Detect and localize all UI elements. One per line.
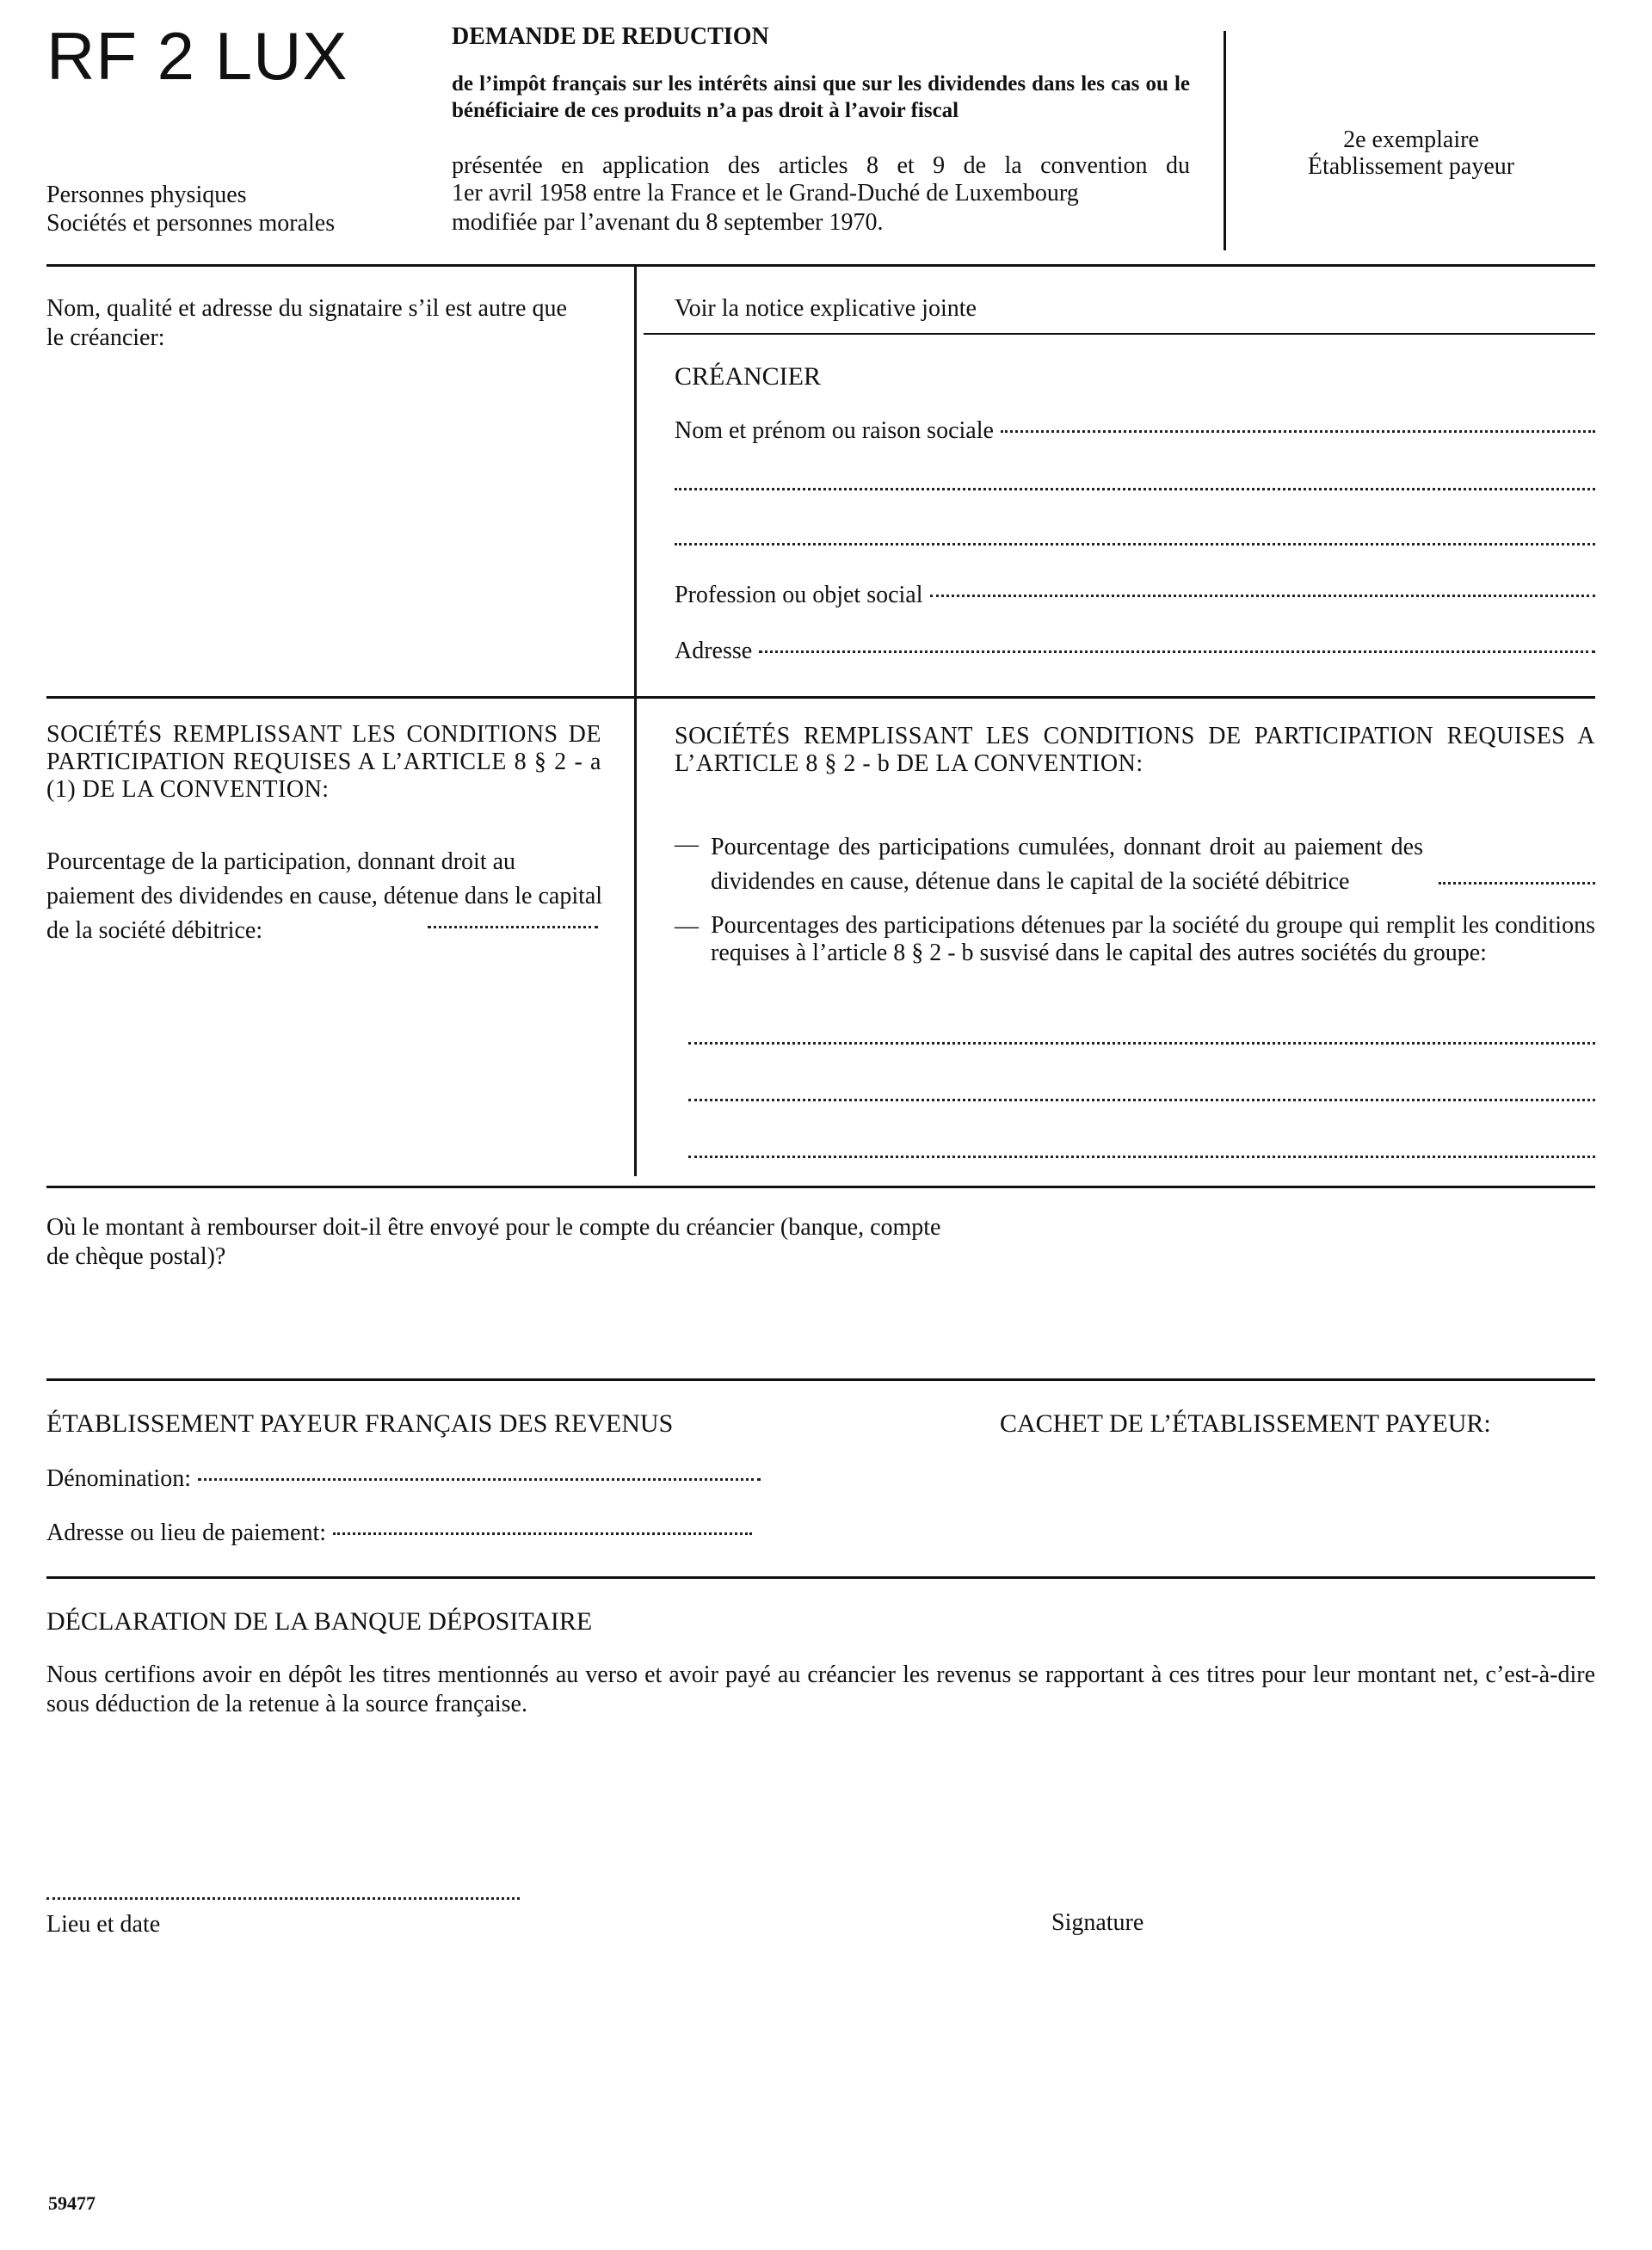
participation-a-field[interactable] bbox=[428, 926, 598, 928]
creditor-rule bbox=[46, 696, 1595, 699]
participation-b-item2-text: Pourcentages des participations détenues par la société du groupe qui remplit les conditions requises à l’article 8 § 2 - b susvisé dans le capital des autres sociétés du groupe: bbox=[711, 912, 1595, 966]
bank-declaration-text: Nous certifions avoir en dépôt les titres mentionnés au verso et avoir payé au créancier les revenus se rapportant à ces titres pour leur montant net, c’est-à-dire sous déduction de la retenue à la source française. bbox=[46, 1661, 1595, 1717]
signature-label: Signature bbox=[1051, 1909, 1144, 1936]
place-date-label: Lieu et date bbox=[46, 1911, 161, 1938]
paying-establishment-address-label: Adresse ou lieu de paiement: bbox=[46, 1520, 327, 1546]
participation-b-line-2[interactable] bbox=[688, 1099, 1595, 1101]
paying-establishment-name-dots bbox=[198, 1478, 761, 1481]
creditor-name-label: Nom et prénom ou raison sociale bbox=[675, 417, 994, 444]
form-title: DEMANDE DE REDUCTION bbox=[452, 23, 769, 50]
creditor-heading: CRÉANCIER bbox=[675, 362, 822, 391]
participation-b-item1-text: Pourcentage des participations cumulées, donnant droit au paiement des dividendes en cause, détenue dans le capital de la société débitrice bbox=[711, 834, 1423, 895]
stamp-heading: CACHET DE L’ÉTABLISSEMENT PAYEUR: bbox=[1000, 1409, 1491, 1438]
header-rule bbox=[46, 264, 1595, 267]
paying-establishment-address-field[interactable] bbox=[46, 1519, 752, 1548]
dash-mark-2: — bbox=[675, 913, 699, 940]
section-divider-bottom bbox=[634, 699, 637, 1176]
paying-establishment-name-field[interactable] bbox=[46, 1464, 761, 1494]
notice-rule bbox=[644, 333, 1595, 335]
paying-establishment-rule bbox=[46, 1576, 1595, 1579]
participation-b-item2 bbox=[675, 912, 1595, 967]
creditor-name-field[interactable] bbox=[675, 416, 1595, 446]
creditor-address-dots bbox=[759, 650, 1595, 653]
form-number: 59477 bbox=[48, 2192, 96, 2214]
participation-a-text bbox=[46, 845, 606, 947]
creditor-name-line-2[interactable] bbox=[675, 488, 1595, 490]
participation-a-heading: SOCIÉTÉS REMPLISSANT LES CONDITIONS DE PARTICIPATION REQUISES A L’ARTICLE 8 § 2 - a (1) DE LA CONVENTION: bbox=[46, 721, 601, 803]
form-code: RF 2 LUX bbox=[46, 18, 348, 94]
applicant-type-1: Personnes physiques bbox=[46, 182, 247, 208]
participation-rule bbox=[46, 1186, 1595, 1188]
creditor-profession-label: Profession ou objet social bbox=[675, 582, 923, 608]
refund-question: Où le montant à rembourser doit-il être envoyé pour le compte du créancier (banque, compte de chèque postal)? bbox=[46, 1214, 941, 1271]
legal-basis-line3: modifiée par l’avenant du 8 september 1970. bbox=[452, 209, 884, 236]
participation-a-label: Pourcentage de la participation, donnant droit au paiement des dividendes en cause, détenue dans le capital de la société débitrice: bbox=[46, 848, 603, 944]
creditor-address-field[interactable] bbox=[675, 637, 1595, 666]
paying-establishment-address-dots bbox=[333, 1532, 752, 1535]
paying-establishment-heading: ÉTABLISSEMENT PAYEUR FRANÇAIS DES REVENUS bbox=[46, 1409, 674, 1438]
participation-b-line-1[interactable] bbox=[688, 1042, 1595, 1045]
form-subtitle: de l’impôt français sur les intérêts ainsi que sur les dividendes dans les cas ou le bénéficiaire de ces produits n’a pas droit à l’avoir fiscal bbox=[452, 72, 1190, 123]
applicant-type-2: Sociétés et personnes morales bbox=[46, 210, 336, 237]
place-date-field[interactable] bbox=[46, 1897, 520, 1900]
creditor-profession-dots bbox=[930, 595, 1595, 597]
participation-b-item1 bbox=[675, 830, 1595, 899]
notice-text: Voir la notice explicative jointe bbox=[675, 295, 977, 322]
legal-basis-line2 bbox=[452, 179, 1190, 208]
participation-b-item1-field[interactable] bbox=[1439, 882, 1595, 885]
participation-b-heading: SOCIÉTÉS REMPLISSANT LES CONDITIONS DE PARTICIPATION REQUISES A L’ARTICLE 8 § 2 - b DE LA CONVENTION: bbox=[675, 723, 1595, 777]
copy-recipient: Établissement payeur bbox=[1307, 153, 1515, 180]
bank-declaration-heading: DÉCLARATION DE LA BANQUE DÉPOSITAIRE bbox=[46, 1607, 593, 1636]
refund-rule bbox=[46, 1378, 1595, 1381]
stamp-area[interactable] bbox=[1000, 1446, 1593, 1575]
signature-area[interactable] bbox=[1015, 1807, 1532, 1902]
refund-answer-area[interactable] bbox=[946, 1205, 1592, 1368]
paying-establishment-name-label: Dénomination: bbox=[46, 1465, 191, 1492]
dash-mark-1: — bbox=[675, 831, 699, 858]
creditor-name-dots bbox=[1001, 430, 1595, 433]
legal-basis-line1: présentée en application des articles 8 et 9 de la convention du bbox=[452, 152, 1190, 179]
section-divider-top bbox=[634, 267, 637, 697]
legal-basis-line2-text: 1er avril 1958 entre la France et le Grand-Duché de Luxembourg bbox=[452, 180, 1079, 207]
copy-label: 2e exemplaire bbox=[1343, 126, 1479, 153]
creditor-address-label: Adresse bbox=[675, 638, 753, 664]
header-divider bbox=[1224, 31, 1226, 250]
participation-b-line-3[interactable] bbox=[688, 1156, 1595, 1158]
signatory-label: Nom, qualité et adresse du signataire s’il est autre que le créancier: bbox=[46, 295, 567, 352]
creditor-name-line-3[interactable] bbox=[675, 543, 1595, 546]
creditor-profession-field[interactable] bbox=[675, 581, 1595, 610]
